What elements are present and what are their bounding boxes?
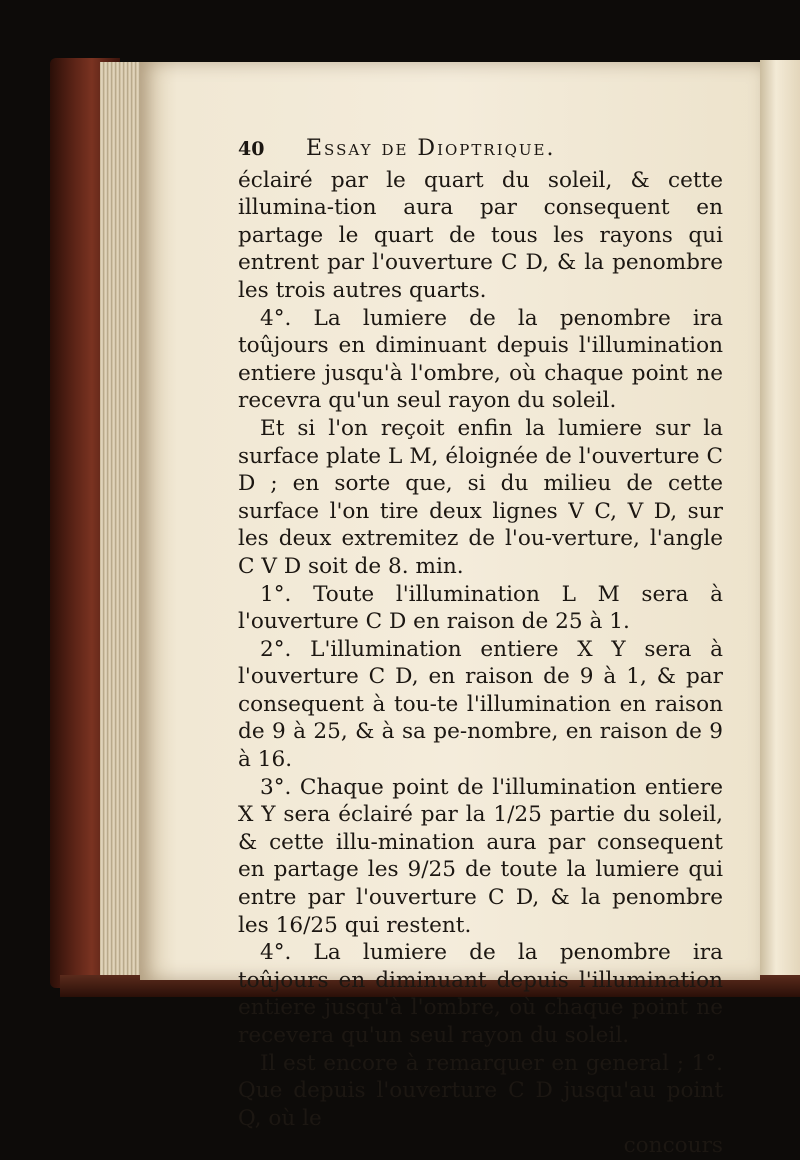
paragraph-3: Et si l'on reçoit enfin la lumiere sur la surface plate L M, éloignée de l'ouverture C D ; en sorte que, si du milieu de cette surface l'on tire deux lignes V C, V D, sur les deux extremitez de l'ou-verture, l'angle C V D soit de 8. min. xyxy=(238,415,723,579)
running-title: Essay de Dioptrique. xyxy=(306,136,556,161)
page-edges xyxy=(100,62,140,984)
paragraph-2: 4°. La lumiere de la penombre ira toûjours en diminuant depuis l'illumination entiere jusqu'à l'ombre, où chaque point ne recevra qu'un seul rayon du soleil. xyxy=(238,305,723,414)
page-text xyxy=(238,135,723,1160)
paragraph-8: Il est encore à remarquer en general ; 1°. Que depuis l'ouverture C D jusqu'au point Q, où le xyxy=(238,1050,723,1131)
paragraph-6: 3°. Chaque point de l'illumination entiere X Y sera éclairé par la 1/25 partie du soleil, & cette illu-mination aura par consequent en partage les 9/25 de toute la lumiere qui entre par l'ouverture C D, & la penombre les 16/25 qui restent. xyxy=(238,774,723,938)
page-number: 40 xyxy=(238,138,265,160)
paragraph-4: 1°. Toute l'illumination L M sera à l'ouverture C D en raison de 25 à 1. xyxy=(238,581,723,635)
paragraph-5: 2°. L'illumination entiere X Y sera à l'ouverture C D, en raison de 9 à 1, & par consequent à tou-te l'illumination en raison de 9 à 25, & à sa pe-nombre, en raison de 9 à 16. xyxy=(238,636,723,773)
paragraph-1: éclairé par le quart du soleil, & cette illumina-tion aura par consequent en partage le quart de tous les rayons qui entrent par l'ouverture C D, & la penombre les trois autres quarts. xyxy=(238,167,723,303)
catchword: concours xyxy=(623,1133,723,1159)
running-head xyxy=(238,135,723,164)
right-page-edge xyxy=(760,60,800,985)
paragraph-7: 4°. La lumiere de la penombre ira toûjours en diminuant depuis l'illumination entiere jusqu'à l'ombre, où chaque point ne recevera qu'un seul rayon du soleil. xyxy=(238,940,723,1048)
